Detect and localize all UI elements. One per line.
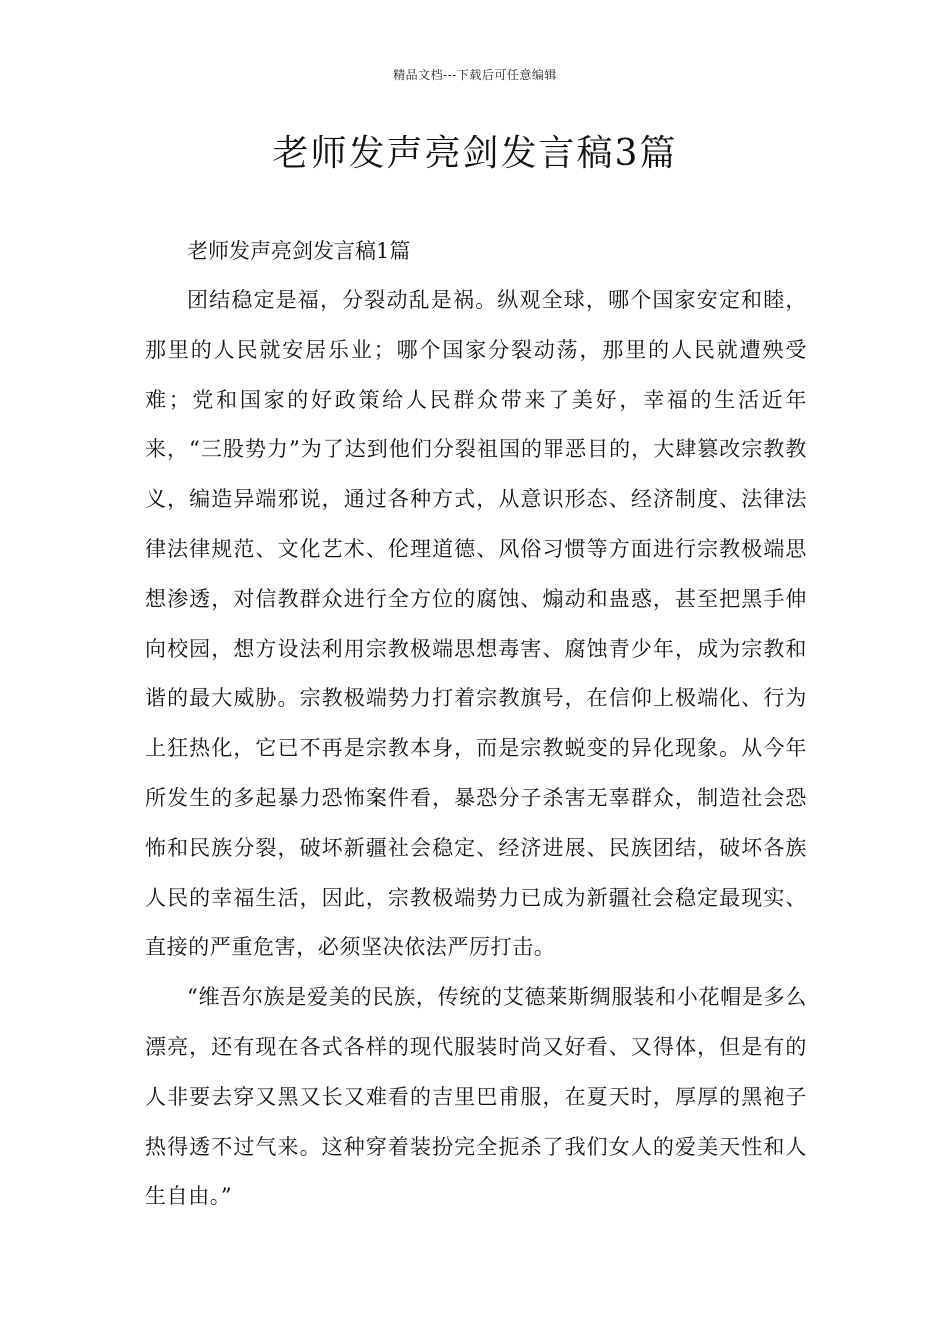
document-body: [145, 226, 807, 1222]
paragraph: 团结稳定是福，分裂动乱是祸。纵观全球，哪个国家安定和睦，那里的人民就安居乐业；哪个国家分裂动荡，那里的人民就遭殃受难；党和国家的好政策给人民群众带来了美好，幸福的生活近年来，“三股势力”为了达到他们分裂祖国的罪恶目的，大肆篡改宗教教义，编造异端邪说，通过各种方式，从意识形态、经济制度、法律法律法律规范、文化艺术、伦理道德、风俗习惯等方面进行宗教极端思想渗透，对信教群众进行全方位的腐蚀、煽动和蛊惑，甚至把黑手伸向校园，想方设法利用宗教极端思想毒害、腐蚀青少年，成为宗教和谐的最大威胁。宗教极端势力打着宗教旗号，在信仰上极端化、行为上狂热化，它已不再是宗教本身，而是宗教蜕变的异化现象。从今年所发生的多起暴力恐怖案件看，暴恐分子杀害无辜群众，制造社会恐怖和民族分裂，破坏新疆社会稳定、经济进展、民族团结，破坏各族人民的幸福生活，因此，宗教极端势力已成为新疆社会稳定最现实、直接的严重危害，必须坚决依法严厉打击。: [145, 288, 807, 960]
header-note: 精品文档---下载后可任意编辑: [393, 68, 557, 82]
section-heading: 老师发声亮剑发言稿1篇: [187, 239, 411, 263]
paragraph: “维吾尔族是爱美的民族，传统的艾德莱斯绸服装和小花帽是多么漂亮，还有现在各式各样的现代服装时尚又好看、又得体，但是有的人非要去穿又黑又长又难看的吉里巴甫服，在夏天时，厚厚的黑袍子热得透不过气来。这种穿着装扮完全扼杀了我们女人的爱美天性和人生自由。”: [145, 985, 807, 1209]
document-title: 老师发声亮剑发言稿3篇: [272, 133, 678, 174]
